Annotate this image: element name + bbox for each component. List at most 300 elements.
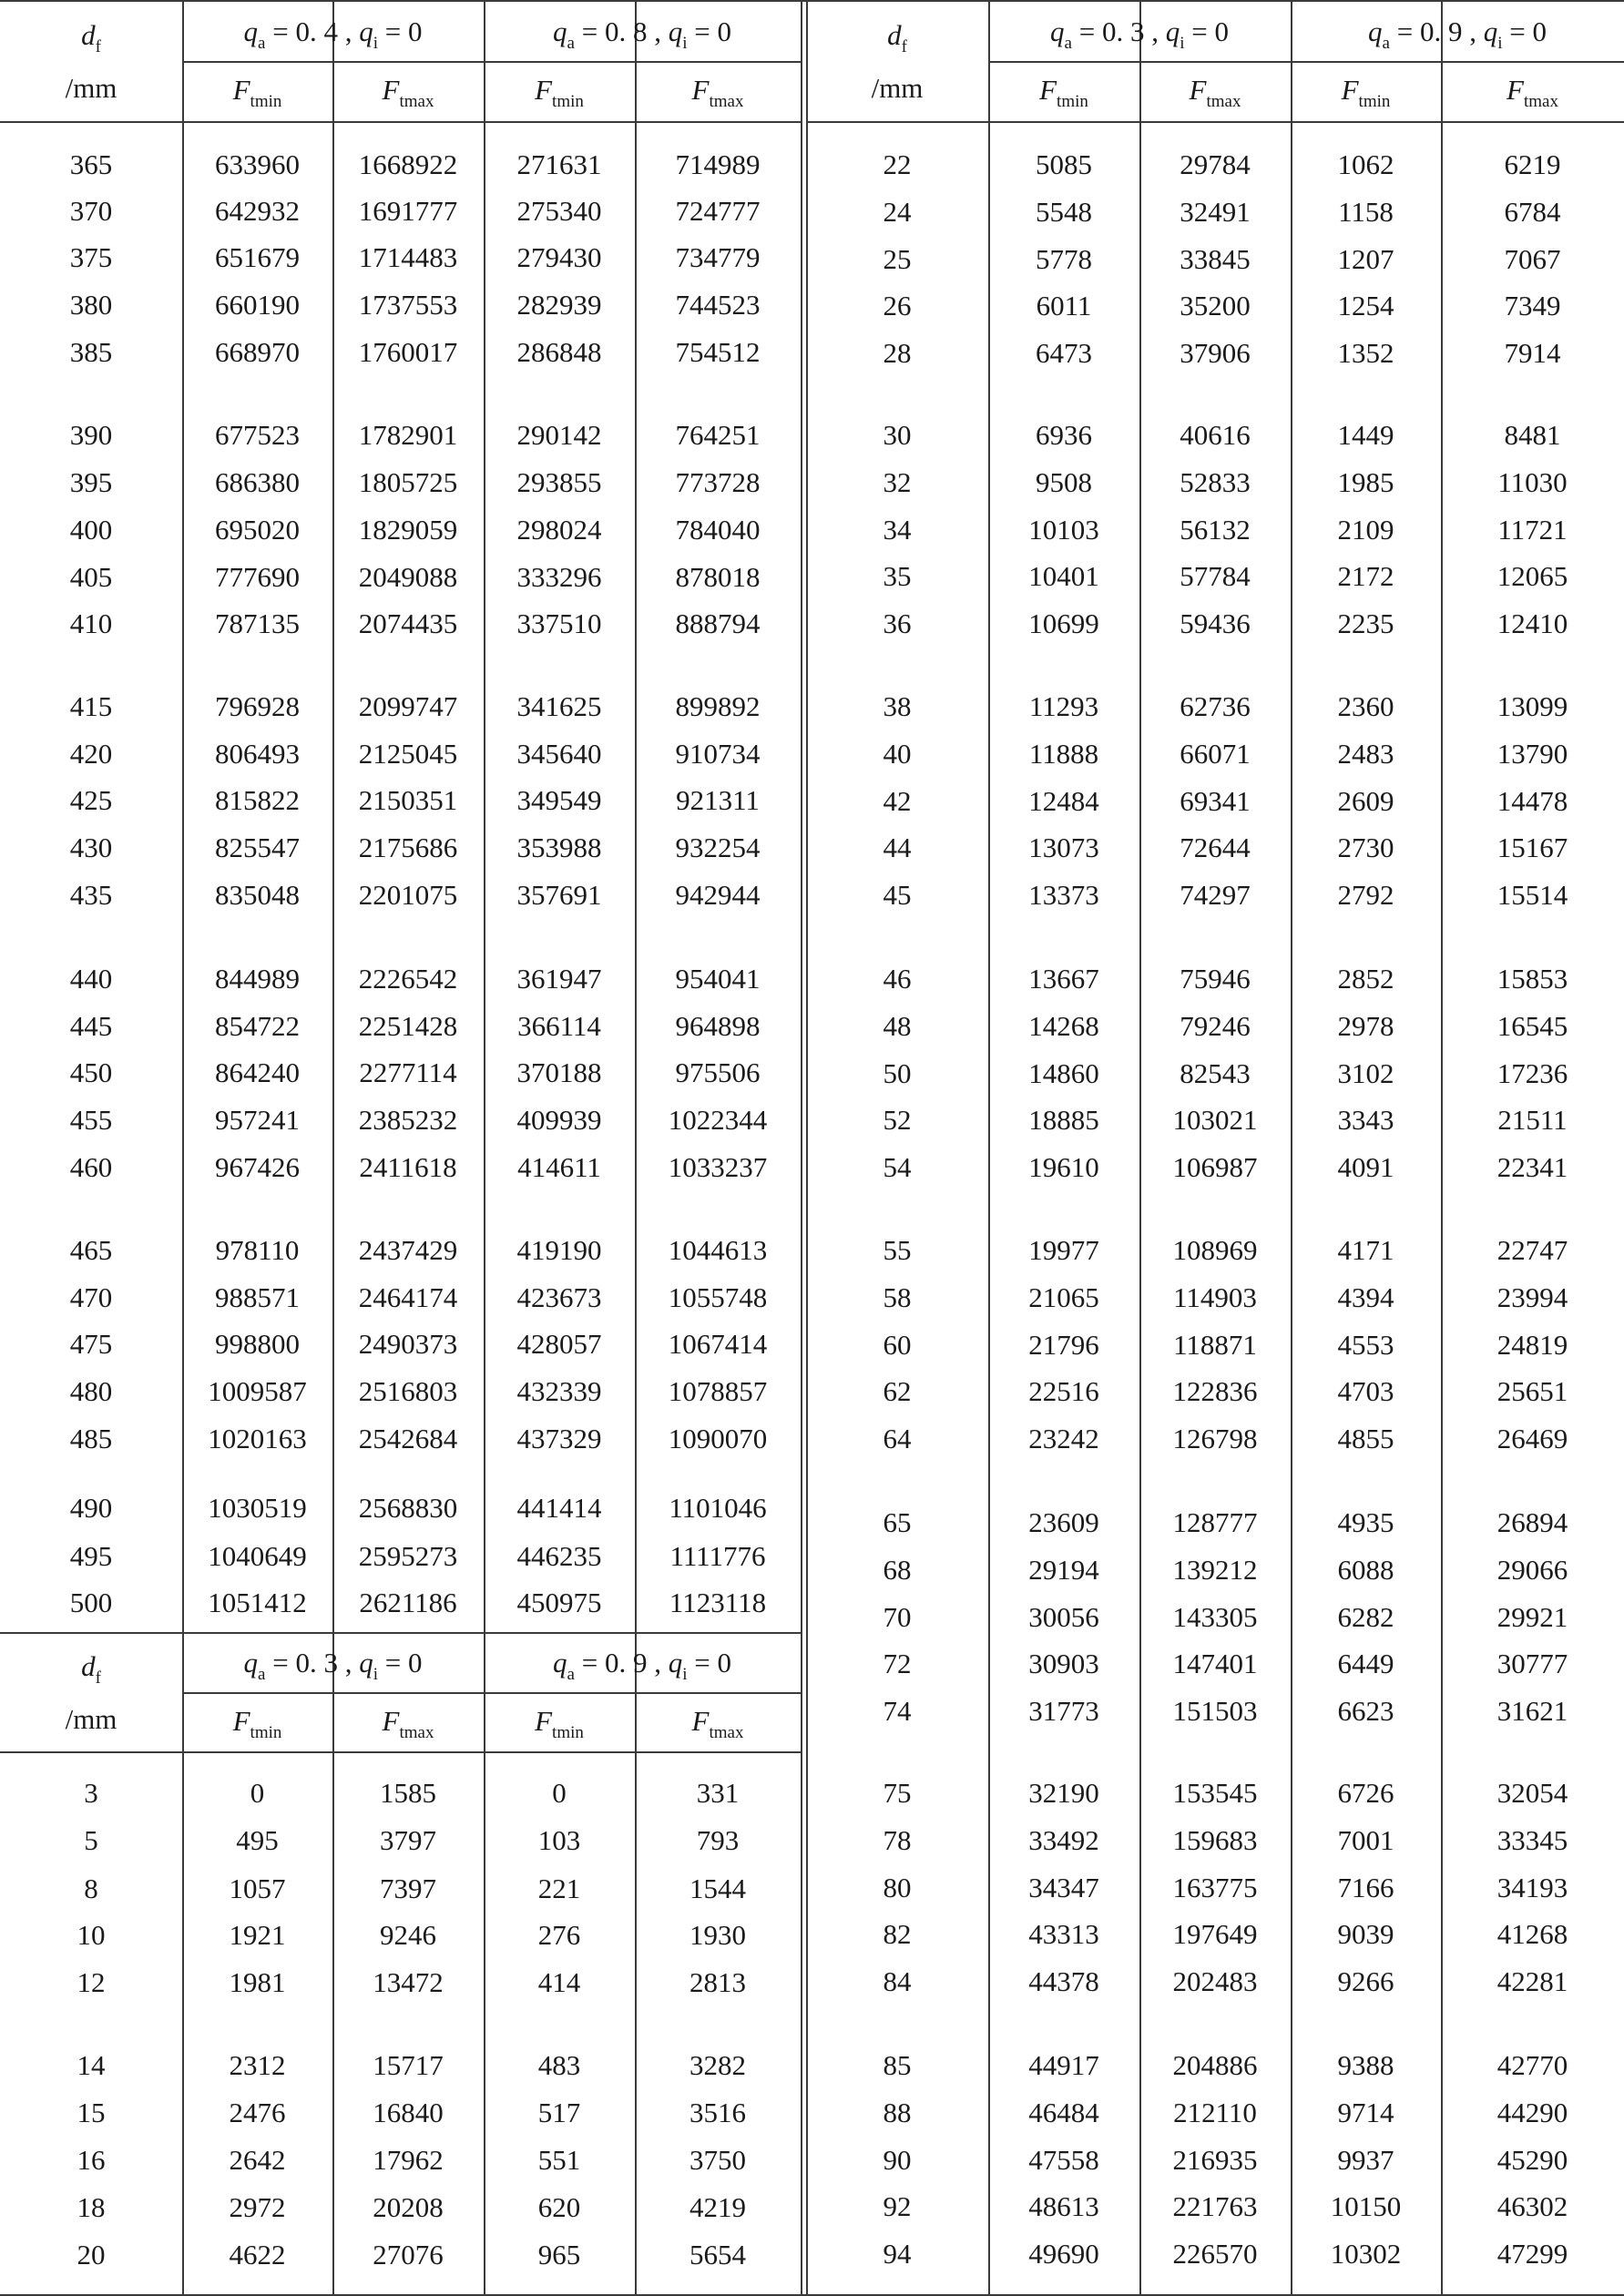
- table-cell: 1737553: [358, 289, 458, 321]
- table-cell: 279430: [516, 241, 602, 273]
- f-symbol: F: [382, 74, 400, 106]
- table-cell: 620: [537, 2191, 581, 2223]
- row-diameter-cell: 78: [883, 1824, 912, 1856]
- table-cell: 275340: [516, 195, 602, 227]
- table-cell: 108969: [1172, 1234, 1258, 1266]
- table-cell: 854722: [215, 1010, 300, 1042]
- table-cell: 1057: [229, 1873, 286, 1904]
- table-cell: 357691: [516, 879, 602, 911]
- table-cell: 13790: [1496, 738, 1568, 770]
- table-cell: 26894: [1496, 1506, 1568, 1538]
- equals-sign: =: [1071, 15, 1102, 47]
- q-symbol: q: [359, 1647, 373, 1679]
- table-cell: 44378: [1028, 1965, 1099, 1997]
- table-cell: 4219: [689, 2191, 746, 2223]
- table-cell: 437329: [516, 1423, 602, 1454]
- table-cell: 2730: [1337, 832, 1394, 863]
- row-diameter-cell: 475: [69, 1328, 113, 1360]
- table-cell: 10103: [1028, 514, 1099, 546]
- table-cell: 2074435: [358, 607, 458, 639]
- row-diameter-cell: 500: [69, 1587, 113, 1618]
- table-cell: 290142: [516, 419, 602, 451]
- table-cell: 9246: [380, 1919, 436, 1951]
- table-cell: 888794: [675, 607, 761, 639]
- table-cell: 784040: [675, 514, 761, 546]
- table-cell: 3750: [689, 2144, 746, 2176]
- table-cell: 1449: [1337, 419, 1394, 451]
- group-header-0: [182, 15, 484, 53]
- table-cell: 34347: [1028, 1872, 1099, 1903]
- row-diameter-cell: 38: [883, 690, 912, 722]
- table-cell: 15167: [1496, 832, 1568, 863]
- table-cell: 216935: [1172, 2144, 1258, 2176]
- table-cell: 23994: [1496, 1281, 1568, 1313]
- q-symbol: q: [1483, 15, 1498, 47]
- table-cell: 163775: [1172, 1872, 1258, 1903]
- table-cell: 366114: [517, 1010, 601, 1042]
- header-ftmin-1: [484, 74, 635, 111]
- table-cell: 9388: [1337, 2049, 1394, 2081]
- table-cell: 122836: [1172, 1375, 1258, 1407]
- header-unit: /mm: [65, 1703, 117, 1735]
- comma: ,: [337, 15, 360, 47]
- row-diameter-cell: 90: [883, 2144, 912, 2176]
- ftmin-subscript: tmin: [552, 1723, 584, 1742]
- table-cell: 5778: [1036, 243, 1092, 275]
- header-ftmin-1: [1291, 74, 1441, 111]
- table-cell: 6011: [1036, 290, 1092, 321]
- table-cell: 341625: [516, 690, 602, 722]
- table-cell: 910734: [675, 738, 761, 770]
- table-cell: 6282: [1337, 1601, 1394, 1633]
- row-diameter-cell: 46: [883, 963, 912, 995]
- table-cell: 331: [696, 1777, 740, 1809]
- table-cell: 2150351: [358, 784, 458, 816]
- table-cell: 9714: [1337, 2097, 1394, 2128]
- table-cell: 62736: [1180, 690, 1251, 722]
- table-cell: 79246: [1180, 1010, 1251, 1042]
- table-cell: 37906: [1180, 337, 1251, 369]
- table-cell: 12410: [1496, 607, 1568, 639]
- row-diameter-cell: 16: [77, 2144, 106, 2176]
- table-cell: 967426: [215, 1151, 300, 1183]
- table-cell: 31773: [1028, 1695, 1099, 1727]
- table-cell: 0: [552, 1777, 567, 1809]
- row-diameter-cell: 15: [77, 2097, 106, 2128]
- table-cell: 3797: [380, 1824, 436, 1856]
- row-diameter-cell: 435: [69, 879, 113, 911]
- table-cell: 30056: [1028, 1601, 1099, 1633]
- table-cell: 2235: [1337, 607, 1394, 639]
- table-cell: 59436: [1180, 607, 1251, 639]
- table-top-border: [0, 0, 1624, 2]
- table-cell: 2411618: [359, 1151, 457, 1183]
- table-cell: 32054: [1496, 1777, 1568, 1809]
- header-f-subscript: f: [95, 1668, 101, 1688]
- row-diameter-cell: 48: [883, 1010, 912, 1042]
- row-diameter-cell: 490: [69, 1492, 113, 1524]
- row-diameter-cell: 460: [69, 1151, 113, 1183]
- table-cell: 2609: [1337, 785, 1394, 817]
- table-cell: 20208: [373, 2191, 444, 2223]
- table-cell: 793: [696, 1824, 740, 1856]
- i-subscript: i: [373, 34, 378, 53]
- table-cell: 4855: [1337, 1423, 1394, 1454]
- table-cell: 33845: [1180, 243, 1251, 275]
- qi-value: 0: [717, 1647, 731, 1679]
- table-cell: 423673: [516, 1281, 602, 1313]
- comma: ,: [337, 1647, 360, 1679]
- table-cell: 677523: [215, 419, 300, 451]
- table-cell: 1930: [689, 1919, 746, 1951]
- qa-value: 0. 3: [1101, 15, 1145, 47]
- header-df: [806, 19, 988, 56]
- table-cell: 7914: [1504, 337, 1561, 369]
- table-cell: 5654: [689, 2239, 746, 2270]
- qa-value: 0. 8: [604, 15, 648, 47]
- table-cell: 21065: [1028, 1281, 1099, 1313]
- q-symbol: q: [243, 15, 259, 47]
- table-cell: 22516: [1028, 1375, 1099, 1407]
- table-cell: 139212: [1172, 1554, 1258, 1586]
- table-cell: 2516803: [358, 1375, 458, 1407]
- table-cell: 286848: [516, 336, 602, 368]
- table-cell: 2813: [689, 1966, 746, 1998]
- row-diameter-cell: 18: [77, 2191, 106, 2223]
- row-diameter-cell: 430: [69, 832, 113, 863]
- table-cell: 147401: [1172, 1648, 1258, 1679]
- header-df: [0, 19, 182, 56]
- ftmax-subscript: tmax: [399, 92, 434, 111]
- row-diameter-cell: 24: [883, 196, 912, 228]
- table-cell: 153545: [1172, 1777, 1258, 1809]
- table-cell: 932254: [675, 832, 761, 863]
- header-mid-rule: [988, 61, 1624, 63]
- header-bottom-rule: [0, 121, 801, 123]
- table-cell: 3282: [689, 2049, 746, 2081]
- table-cell: 7349: [1504, 290, 1561, 321]
- table-cell: 754512: [675, 336, 761, 368]
- table-cell: 1111776: [669, 1540, 766, 1572]
- table-cell: 35200: [1180, 290, 1251, 321]
- table-cell: 844989: [215, 963, 300, 995]
- row-diameter-cell: 385: [69, 336, 113, 368]
- comma: ,: [1462, 15, 1484, 47]
- f-symbol: F: [1189, 74, 1207, 106]
- i-subscript: i: [682, 1665, 688, 1684]
- header-f-subscript: f: [901, 37, 907, 56]
- group-header-0: [182, 1647, 484, 1684]
- row-diameter-cell: 465: [69, 1234, 113, 1266]
- row-diameter-cell: 64: [883, 1423, 912, 1454]
- row-diameter-cell: 380: [69, 289, 113, 321]
- equals-sign: =: [574, 1647, 605, 1679]
- table-cell: 197649: [1172, 1918, 1258, 1950]
- header-bottom-rule: [806, 121, 1624, 123]
- equals-sign: =: [377, 1647, 408, 1679]
- table-cell: 15853: [1496, 963, 1568, 995]
- q-symbol: q: [243, 1647, 259, 1679]
- row-diameter-cell: 94: [883, 2238, 912, 2270]
- table-cell: 2464174: [358, 1281, 458, 1313]
- table-cell: 1585: [380, 1777, 436, 1809]
- table-cell: 31621: [1496, 1695, 1568, 1727]
- table-cell: 4703: [1337, 1375, 1394, 1407]
- equals-sign: =: [687, 1647, 718, 1679]
- table-cell: 1040649: [208, 1540, 307, 1572]
- row-diameter-cell: 58: [883, 1281, 912, 1313]
- table-cell: 9266: [1337, 1965, 1394, 1997]
- table-cell: 11293: [1028, 690, 1099, 722]
- ftmin-subscript: tmin: [1057, 92, 1088, 111]
- row-diameter-cell: 495: [69, 1540, 113, 1572]
- row-diameter-cell: 14: [77, 2049, 106, 2081]
- qi-value: 0: [1214, 15, 1229, 47]
- table-cell: 14860: [1028, 1057, 1099, 1089]
- qi-value: 0: [1532, 15, 1547, 47]
- table-cell: 2172: [1337, 560, 1394, 592]
- table-cell: 333296: [516, 561, 602, 593]
- table-cell: 9937: [1337, 2144, 1394, 2176]
- table-cell: 1022344: [668, 1104, 768, 1136]
- ftmax-subscript: tmax: [709, 1723, 744, 1742]
- header-d-symbol: d: [887, 19, 902, 51]
- q-symbol: q: [1368, 15, 1383, 47]
- row-diameter-cell: 75: [883, 1777, 912, 1809]
- table-cell: 12065: [1496, 560, 1568, 592]
- table-cell: 8481: [1504, 419, 1561, 451]
- table-cell: 1782901: [358, 419, 458, 451]
- table-cell: 276: [537, 1919, 581, 1951]
- row-diameter-cell: 485: [69, 1423, 113, 1454]
- table-cell: 24819: [1496, 1329, 1568, 1361]
- table-cell: 159683: [1172, 1824, 1258, 1856]
- row-diameter-cell: 22: [883, 148, 912, 180]
- table-cell: 118871: [1173, 1329, 1257, 1361]
- table-cell: 2595273: [358, 1540, 458, 1572]
- table-cell: 103021: [1172, 1104, 1258, 1136]
- table-cell: 30777: [1496, 1648, 1568, 1679]
- equals-sign: =: [1502, 15, 1533, 47]
- table-cell: 66071: [1180, 738, 1251, 770]
- equals-sign: =: [1389, 15, 1420, 47]
- row-diameter-cell: 52: [883, 1104, 912, 1136]
- table-cell: 10150: [1330, 2190, 1402, 2222]
- table-cell: 633960: [215, 148, 300, 180]
- header-unit: /mm: [871, 72, 924, 104]
- table-cell: 3516: [689, 2097, 746, 2128]
- table-cell: 1760017: [358, 336, 458, 368]
- row-diameter-cell: 425: [69, 784, 113, 816]
- table-cell: 1805725: [358, 466, 458, 498]
- table-cell: 26469: [1496, 1423, 1568, 1454]
- row-diameter-cell: 410: [69, 607, 113, 639]
- equals-sign: =: [1184, 15, 1215, 47]
- table-cell: 6088: [1337, 1554, 1394, 1586]
- row-diameter-cell: 365: [69, 148, 113, 180]
- table-cell: 2437429: [358, 1234, 458, 1266]
- table-cell: 921311: [676, 784, 760, 816]
- table-cell: 1352: [1337, 337, 1394, 369]
- q-symbol: q: [1165, 15, 1180, 47]
- table-cell: 642932: [215, 195, 300, 227]
- a-subscript: a: [567, 34, 575, 53]
- table-cell: 1714483: [358, 241, 458, 273]
- table-cell: 32190: [1028, 1777, 1099, 1809]
- table-cell: 6784: [1504, 196, 1561, 228]
- table-cell: 17236: [1496, 1057, 1568, 1089]
- table-cell: 446235: [516, 1540, 602, 1572]
- table-cell: 298024: [516, 514, 602, 546]
- table-cell: 1051412: [208, 1587, 307, 1618]
- i-subscript: i: [1180, 34, 1185, 53]
- table-cell: 143305: [1172, 1601, 1258, 1633]
- table-cell: 202483: [1172, 1965, 1258, 1997]
- equals-sign: =: [265, 15, 296, 47]
- table-cell: 988571: [215, 1281, 300, 1313]
- table-cell: 204886: [1172, 2049, 1258, 2081]
- table-cell: 899892: [675, 690, 761, 722]
- qi-value: 0: [407, 1647, 423, 1679]
- table-cell: 16840: [373, 2097, 444, 2128]
- row-diameter-cell: 3: [84, 1777, 98, 1809]
- row-diameter-cell: 72: [883, 1648, 912, 1679]
- qa-value: 0. 4: [295, 15, 338, 47]
- table-cell: 6726: [1337, 1777, 1394, 1809]
- table-cell: 46484: [1028, 2097, 1099, 2128]
- row-diameter-cell: 42: [883, 785, 912, 817]
- table-cell: 864240: [215, 1056, 300, 1088]
- header-ftmin-0: [182, 1705, 332, 1742]
- table-cell: 2109: [1337, 514, 1394, 546]
- table-cell: 4622: [229, 2239, 286, 2270]
- table-cell: 13073: [1028, 832, 1099, 863]
- a-subscript: a: [1064, 34, 1072, 53]
- table-cell: 57784: [1180, 560, 1251, 592]
- table-cell: 796928: [215, 690, 300, 722]
- group-header-1: [484, 15, 801, 53]
- f-symbol: F: [535, 74, 553, 106]
- table-cell: 13373: [1028, 879, 1099, 911]
- group-header-0: [988, 15, 1291, 53]
- comma: ,: [647, 15, 669, 47]
- row-diameter-cell: 82: [883, 1918, 912, 1950]
- table-cell: 6623: [1337, 1695, 1394, 1727]
- table-cell: 2483: [1337, 738, 1394, 770]
- table-cell: 12484: [1028, 785, 1099, 817]
- row-diameter-cell: 40: [883, 738, 912, 770]
- table-cell: 1067414: [668, 1328, 768, 1360]
- table-cell: 975506: [675, 1056, 761, 1088]
- table-cell: 74297: [1180, 879, 1251, 911]
- qa-value: 0. 9: [604, 1647, 648, 1679]
- table-cell: 10699: [1028, 607, 1099, 639]
- table-cell: 271631: [516, 148, 602, 180]
- table-cell: 2972: [229, 2191, 286, 2223]
- table-cell: 25651: [1496, 1375, 1568, 1407]
- table-cell: 337510: [516, 607, 602, 639]
- table-cell: 151503: [1172, 1695, 1258, 1727]
- table-cell: 432339: [516, 1375, 602, 1407]
- table-cell: 1985: [1337, 466, 1394, 498]
- table-cell: 212110: [1173, 2097, 1257, 2128]
- table-cell: 42281: [1496, 1965, 1568, 1997]
- table-cell: 4091: [1337, 1151, 1394, 1183]
- table-cell: 419190: [516, 1234, 602, 1266]
- table-cell: 82543: [1180, 1057, 1251, 1089]
- table-cell: 695020: [215, 514, 300, 546]
- table-cell: 361947: [516, 963, 602, 995]
- qa-value: 0. 9: [1419, 15, 1463, 47]
- table-cell: 10302: [1330, 2238, 1402, 2270]
- table-cell: 13099: [1496, 690, 1568, 722]
- table-cell: 7067: [1504, 243, 1561, 275]
- q-symbol: q: [553, 15, 567, 47]
- row-diameter-cell: 62: [883, 1375, 912, 1407]
- header-ftmax-1: [1441, 74, 1624, 111]
- table-cell: 2978: [1337, 1010, 1394, 1042]
- table-cell: 2312: [229, 2049, 286, 2081]
- table-cell: 2251428: [358, 1010, 458, 1042]
- row-diameter-cell: 65: [883, 1506, 912, 1538]
- row-diameter-cell: 36: [883, 607, 912, 639]
- table-cell: 33492: [1028, 1824, 1099, 1856]
- table-cell: 29784: [1180, 148, 1251, 180]
- table-cell: 11721: [1497, 514, 1568, 546]
- row-diameter-cell: 45: [883, 879, 912, 911]
- table-cell: 6473: [1036, 337, 1092, 369]
- table-cell: 103: [537, 1824, 581, 1856]
- row-diameter-cell: 74: [883, 1695, 912, 1727]
- table-cell: 998800: [215, 1328, 300, 1360]
- qa-value: 0. 3: [295, 1647, 338, 1679]
- table-cell: 5548: [1036, 196, 1092, 228]
- equals-sign: =: [265, 1647, 296, 1679]
- table-cell: 6936: [1036, 419, 1092, 451]
- table-cell: 2476: [229, 2097, 286, 2128]
- table-cell: 1062: [1337, 148, 1394, 180]
- table-cell: 3102: [1337, 1057, 1394, 1089]
- row-diameter-cell: 32: [883, 466, 912, 498]
- table-cell: 441414: [516, 1492, 602, 1524]
- table-cell: 2360: [1337, 690, 1394, 722]
- table-cell: 45290: [1496, 2144, 1568, 2176]
- row-diameter-cell: 375: [69, 241, 113, 273]
- table-cell: 1123118: [669, 1587, 767, 1618]
- ftmax-subscript: tmax: [399, 1723, 434, 1742]
- table-cell: 787135: [215, 607, 300, 639]
- table-cell: 2277114: [359, 1056, 457, 1088]
- table-cell: 72644: [1180, 832, 1251, 863]
- table-cell: 69341: [1180, 785, 1251, 817]
- table-cell: 2852: [1337, 963, 1394, 995]
- row-diameter-cell: 455: [69, 1104, 113, 1136]
- equals-sign: =: [574, 15, 605, 47]
- table-cell: 114903: [1173, 1281, 1257, 1313]
- group-header-1: [484, 1647, 801, 1684]
- table-cell: 978110: [215, 1234, 300, 1266]
- f-symbol: F: [535, 1705, 553, 1737]
- row-diameter-cell: 54: [883, 1151, 912, 1183]
- row-diameter-cell: 35: [883, 560, 912, 592]
- row-diameter-cell: 92: [883, 2190, 912, 2222]
- table-cell: 825547: [215, 832, 300, 863]
- table-cell: 1090070: [668, 1423, 768, 1454]
- table-cell: 9039: [1337, 1918, 1394, 1950]
- table-cell: 19977: [1028, 1234, 1099, 1266]
- table-cell: 2621186: [359, 1587, 457, 1618]
- ftmax-subscript: tmax: [1206, 92, 1241, 111]
